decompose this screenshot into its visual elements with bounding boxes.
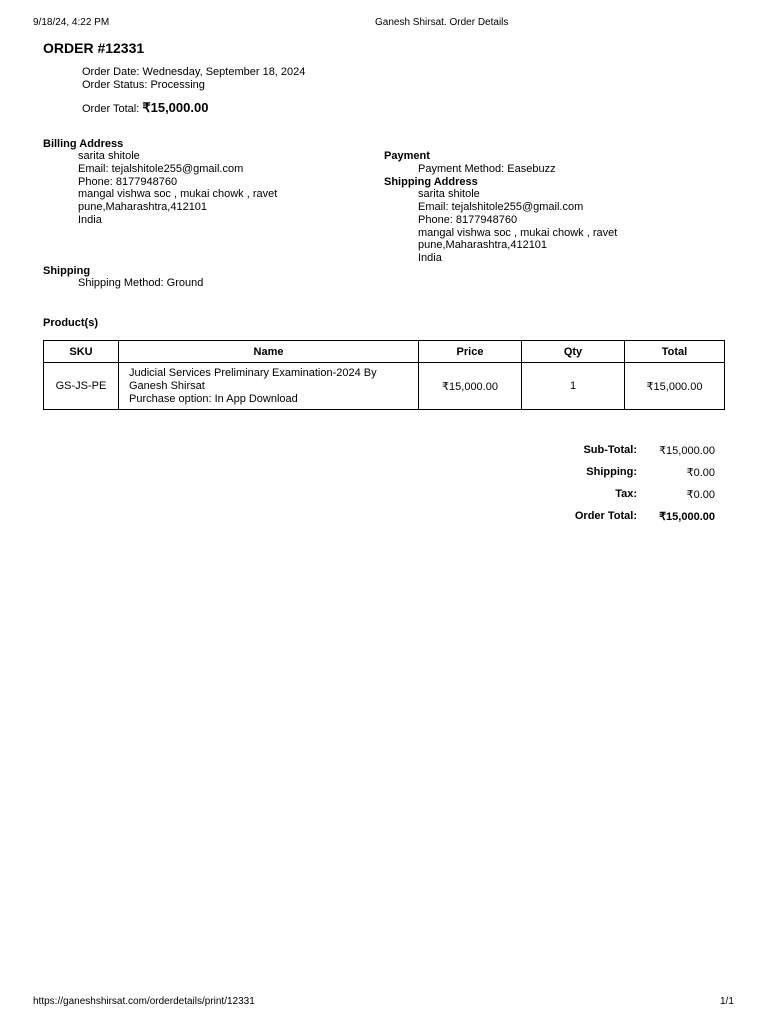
product-qty: 1 <box>522 363 625 410</box>
shipping-address-country: India <box>418 252 442 264</box>
billing-phone: Phone: 8177948760 <box>78 176 178 188</box>
order-total-line <box>82 101 208 116</box>
order-date: Order Date: Wednesday, September 18, 2024 <box>82 66 306 78</box>
shipping-cost-value: ₹0.00 <box>686 467 715 479</box>
shipping-method: Shipping Method: Ground <box>78 277 204 289</box>
product-name-cell <box>119 363 419 410</box>
billing-heading: Billing Address <box>43 138 124 150</box>
column-header-total: Total <box>625 341 725 363</box>
subtotal-label: Sub-Total: <box>583 444 637 456</box>
billing-address-line2: pune,Maharashtra,412101 <box>78 201 208 213</box>
column-header-sku: SKU <box>44 341 119 363</box>
products-table <box>43 340 725 410</box>
payment-heading: Payment <box>384 150 430 162</box>
print-url: https://ganeshshirsat.com/orderdetails/print/12331 <box>33 996 255 1007</box>
column-header-name: Name <box>119 341 419 363</box>
shipping-address-heading: Shipping Address <box>384 176 478 188</box>
product-sku: GS-JS-PE <box>44 363 119 410</box>
page-number: 1/1 <box>720 996 734 1007</box>
shipping-heading: Shipping <box>43 265 91 277</box>
shipping-address-email: Email: tejalshitole255@gmail.com <box>418 201 584 213</box>
order-heading: ORDER #12331 <box>43 40 145 56</box>
product-name-line2: Ganesh Shirsat <box>129 379 205 392</box>
shipping-address-phone: Phone: 8177948760 <box>418 214 518 226</box>
billing-country: India <box>78 214 102 226</box>
products-header-row <box>44 341 725 363</box>
product-price: ₹15,000.00 <box>419 363 522 410</box>
billing-name: sarita shitole <box>78 150 140 162</box>
payment-method: Payment Method: Easebuzz <box>418 163 556 175</box>
shipping-address-name: sarita shitole <box>418 188 480 200</box>
shipping-address-line2: pune,Maharashtra,412101 <box>418 239 548 251</box>
print-title: Ganesh Shirsat. Order Details <box>375 17 509 28</box>
billing-email: Email: tejalshitole255@gmail.com <box>78 163 244 175</box>
product-purchase-option: Purchase option: In App Download <box>129 392 298 405</box>
product-name-line1: Judicial Services Preliminary Examination-2024 By <box>129 366 377 379</box>
grand-total-label: Order Total: <box>574 510 637 522</box>
order-status: Order Status: Processing <box>82 79 205 91</box>
print-datetime: 9/18/24, 4:22 PM <box>33 17 110 28</box>
shipping-cost-label: Shipping: <box>586 466 637 478</box>
grand-total-value: ₹15,000.00 <box>659 511 715 523</box>
billing-address-line1: mangal vishwa soc , mukai chowk , ravet <box>78 188 278 200</box>
table-row <box>44 363 725 410</box>
tax-label: Tax: <box>615 488 637 500</box>
products-heading: Product(s) <box>43 317 98 329</box>
subtotal-value: ₹15,000.00 <box>659 445 715 457</box>
shipping-address-line1: mangal vishwa soc , mukai chowk , ravet <box>418 227 618 239</box>
column-header-qty: Qty <box>522 341 625 363</box>
product-total: ₹15,000.00 <box>625 363 725 410</box>
order-total-label: Order Total: <box>82 103 140 115</box>
column-header-price: Price <box>419 341 522 363</box>
order-total-value: ₹15,000.00 <box>142 100 209 115</box>
tax-value: ₹0.00 <box>686 489 715 501</box>
